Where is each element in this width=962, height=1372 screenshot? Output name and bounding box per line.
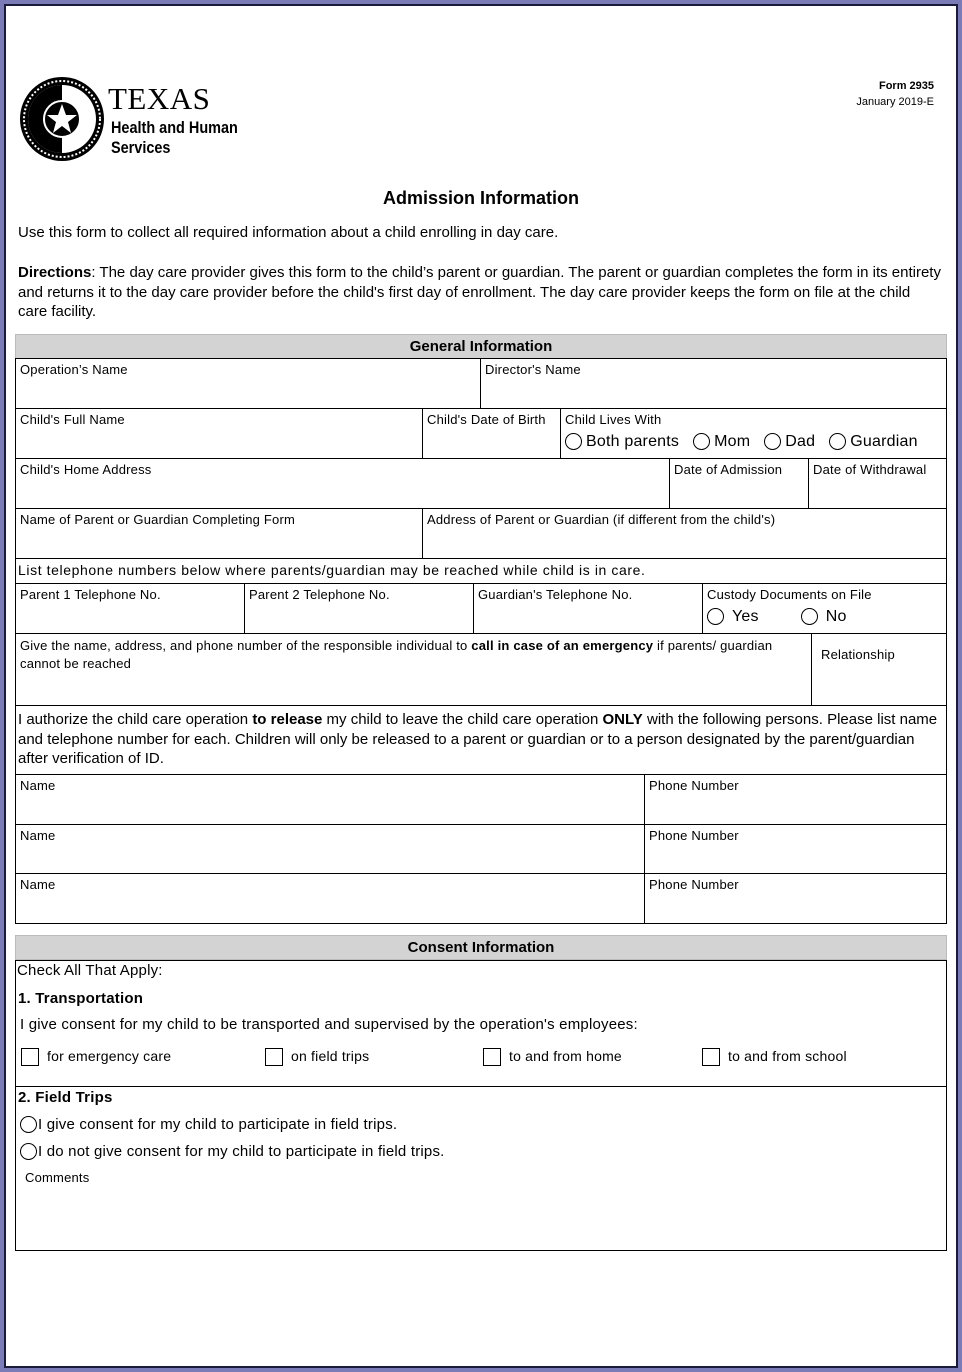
field-trips-section xyxy=(15,1086,947,1251)
label: Date of Admission xyxy=(674,462,783,477)
checkbox-icon xyxy=(483,1048,501,1066)
comments-label: Comments xyxy=(25,1170,90,1185)
label-bold: call in case of an emergency xyxy=(471,638,654,653)
parent-name-field[interactable] xyxy=(15,508,423,559)
directions-body: : The day care provider gives this form to the child’s parent or guardian. The parent or guardian completes the form in its entirety and returns it to the day care provider before the child's first day of enrollment. The day care provider keeps the form on file at the child care facility. xyxy=(18,264,941,320)
logo-agency-2: Services xyxy=(111,138,171,157)
director-name-field[interactable] xyxy=(480,358,947,409)
parent-address-field[interactable] xyxy=(422,508,947,559)
label: Child's Date of Birth xyxy=(427,412,546,427)
label: Name xyxy=(20,828,56,843)
emergency-contact-field[interactable] xyxy=(15,633,812,706)
guardian-phone-field[interactable] xyxy=(473,583,703,634)
radio-icon xyxy=(764,433,781,450)
label: Child's Home Address xyxy=(20,462,152,477)
option-label: on field trips xyxy=(291,1048,370,1064)
release-authorization xyxy=(15,705,947,775)
radio-mom[interactable] xyxy=(693,432,750,451)
general-info-header: General Information xyxy=(15,334,947,359)
label: Director's Name xyxy=(485,362,581,377)
label: Child's Full Name xyxy=(20,412,125,427)
label: List telephone numbers below where parents/guardian may be reached while child is in care. xyxy=(18,562,646,578)
release-phone-field-3[interactable] xyxy=(644,873,947,924)
option-label: for emergency care xyxy=(47,1048,172,1064)
label: Name of Parent or Guardian Completing Form xyxy=(20,512,296,527)
release-name-field-1[interactable] xyxy=(15,774,645,825)
option-label: No xyxy=(825,608,847,625)
withdrawal-date-field[interactable] xyxy=(808,458,947,509)
label: Child Lives With xyxy=(565,412,662,427)
logo-agency-1: Health and Human xyxy=(111,118,238,137)
option-label: Dad xyxy=(785,433,816,450)
label: Custody Documents on File xyxy=(707,587,872,602)
label: Name xyxy=(20,778,56,793)
radio-icon xyxy=(707,608,724,625)
label: Parent 1 Telephone No. xyxy=(20,587,161,602)
child-full-name-field[interactable] xyxy=(15,408,423,459)
label: Name xyxy=(20,877,56,892)
option-label: I give consent for my child to participate in field trips. xyxy=(38,1116,398,1133)
option-label: Guardian xyxy=(850,433,918,450)
radio-guardian[interactable] xyxy=(829,432,917,451)
child-dob-field[interactable] xyxy=(422,408,561,459)
option-label: to and from school xyxy=(728,1048,847,1064)
checkbox-icon xyxy=(265,1048,283,1066)
phones-note xyxy=(15,558,947,584)
release-phone-field-2[interactable] xyxy=(644,824,947,874)
label: Parent 2 Telephone No. xyxy=(249,587,390,602)
transport-text: I give consent for my child to be transported and supervised by the operation's employees: xyxy=(20,1016,638,1033)
radio-custody-no[interactable] xyxy=(801,607,847,626)
parent1-phone-field[interactable] xyxy=(15,583,245,634)
transportation-section xyxy=(15,960,947,1087)
radio-icon xyxy=(20,1116,37,1133)
text-bold: to release xyxy=(252,711,323,728)
comments-field[interactable] xyxy=(20,1189,942,1247)
checkbox-school[interactable] xyxy=(702,1047,847,1066)
radio-both-parents[interactable] xyxy=(565,432,679,451)
hhs-logo xyxy=(18,75,248,165)
directions-text xyxy=(18,263,943,322)
radio-field-trips-no[interactable] xyxy=(20,1142,445,1161)
release-name-field-2[interactable] xyxy=(15,824,645,874)
consent-info-header: Consent Information xyxy=(15,935,947,960)
checkbox-home[interactable] xyxy=(483,1047,622,1066)
label: Phone Number xyxy=(649,828,739,843)
option-label: Mom xyxy=(714,433,751,450)
transport-title: 1. Transportation xyxy=(18,990,144,1007)
parent2-phone-field[interactable] xyxy=(244,583,474,634)
page-title: Admission Information xyxy=(382,188,579,208)
checkbox-icon xyxy=(21,1048,39,1066)
check-all-label: Check All That Apply: xyxy=(17,962,163,979)
option-label: to and from home xyxy=(509,1048,622,1064)
option-label: Yes xyxy=(732,608,759,625)
radio-dad[interactable] xyxy=(764,432,815,451)
checkbox-emergency-care[interactable] xyxy=(21,1047,171,1066)
texas-seal-icon xyxy=(18,75,106,163)
radio-icon xyxy=(693,433,710,450)
label: Phone Number xyxy=(649,778,739,793)
label: Give the name, address, and phone number of the responsible individual to xyxy=(20,638,472,653)
radio-icon xyxy=(801,608,818,625)
field-trips-title: 2. Field Trips xyxy=(18,1089,113,1106)
label: if parents/ guardian cannot be reached xyxy=(20,638,773,671)
checkbox-field-trips[interactable] xyxy=(265,1047,369,1066)
label: Guardian's Telephone No. xyxy=(478,587,633,602)
label: Address of Parent or Guardian (if different from the child's) xyxy=(427,512,776,527)
radio-field-trips-yes[interactable] xyxy=(20,1115,397,1134)
release-name-field-3[interactable] xyxy=(15,873,645,924)
home-address-field[interactable] xyxy=(15,458,670,509)
release-phone-field-1[interactable] xyxy=(644,774,947,825)
label: Relationship xyxy=(821,647,895,662)
admission-date-field[interactable] xyxy=(669,458,809,509)
radio-icon xyxy=(20,1143,37,1160)
logo-texas: TEXAS xyxy=(108,81,211,116)
option-label: Both parents xyxy=(586,433,680,450)
checkbox-icon xyxy=(702,1048,720,1066)
radio-icon xyxy=(565,433,582,450)
label: Phone Number xyxy=(649,877,739,892)
custody-documents xyxy=(702,583,947,634)
form-number: Form 2935 xyxy=(878,80,934,92)
radio-icon xyxy=(829,433,846,450)
operation-name-field[interactable] xyxy=(15,358,481,409)
directions-label: Directions xyxy=(18,264,92,281)
child-lives-with xyxy=(560,408,947,459)
relationship-field[interactable] xyxy=(811,633,947,706)
label: Operation’s Name xyxy=(20,362,128,377)
text-bold: ONLY xyxy=(602,711,643,728)
form-date: January 2019-E xyxy=(856,96,934,108)
text: I authorize the child care operation xyxy=(18,711,253,728)
radio-custody-yes[interactable] xyxy=(707,607,759,626)
text: with the following persons. Please list name and telephone number for each. Children will only be released to a parent or guardian or to a person designated by the parent/guardian after verification of ID. xyxy=(18,711,938,767)
label: Date of Withdrawal xyxy=(813,462,927,477)
option-label: I do not give consent for my child to participate in field trips. xyxy=(38,1143,445,1160)
text: my child to leave the child care operation xyxy=(322,711,603,728)
intro-text: Use this form to collect all required information about a child enrolling in day care. xyxy=(18,224,559,241)
